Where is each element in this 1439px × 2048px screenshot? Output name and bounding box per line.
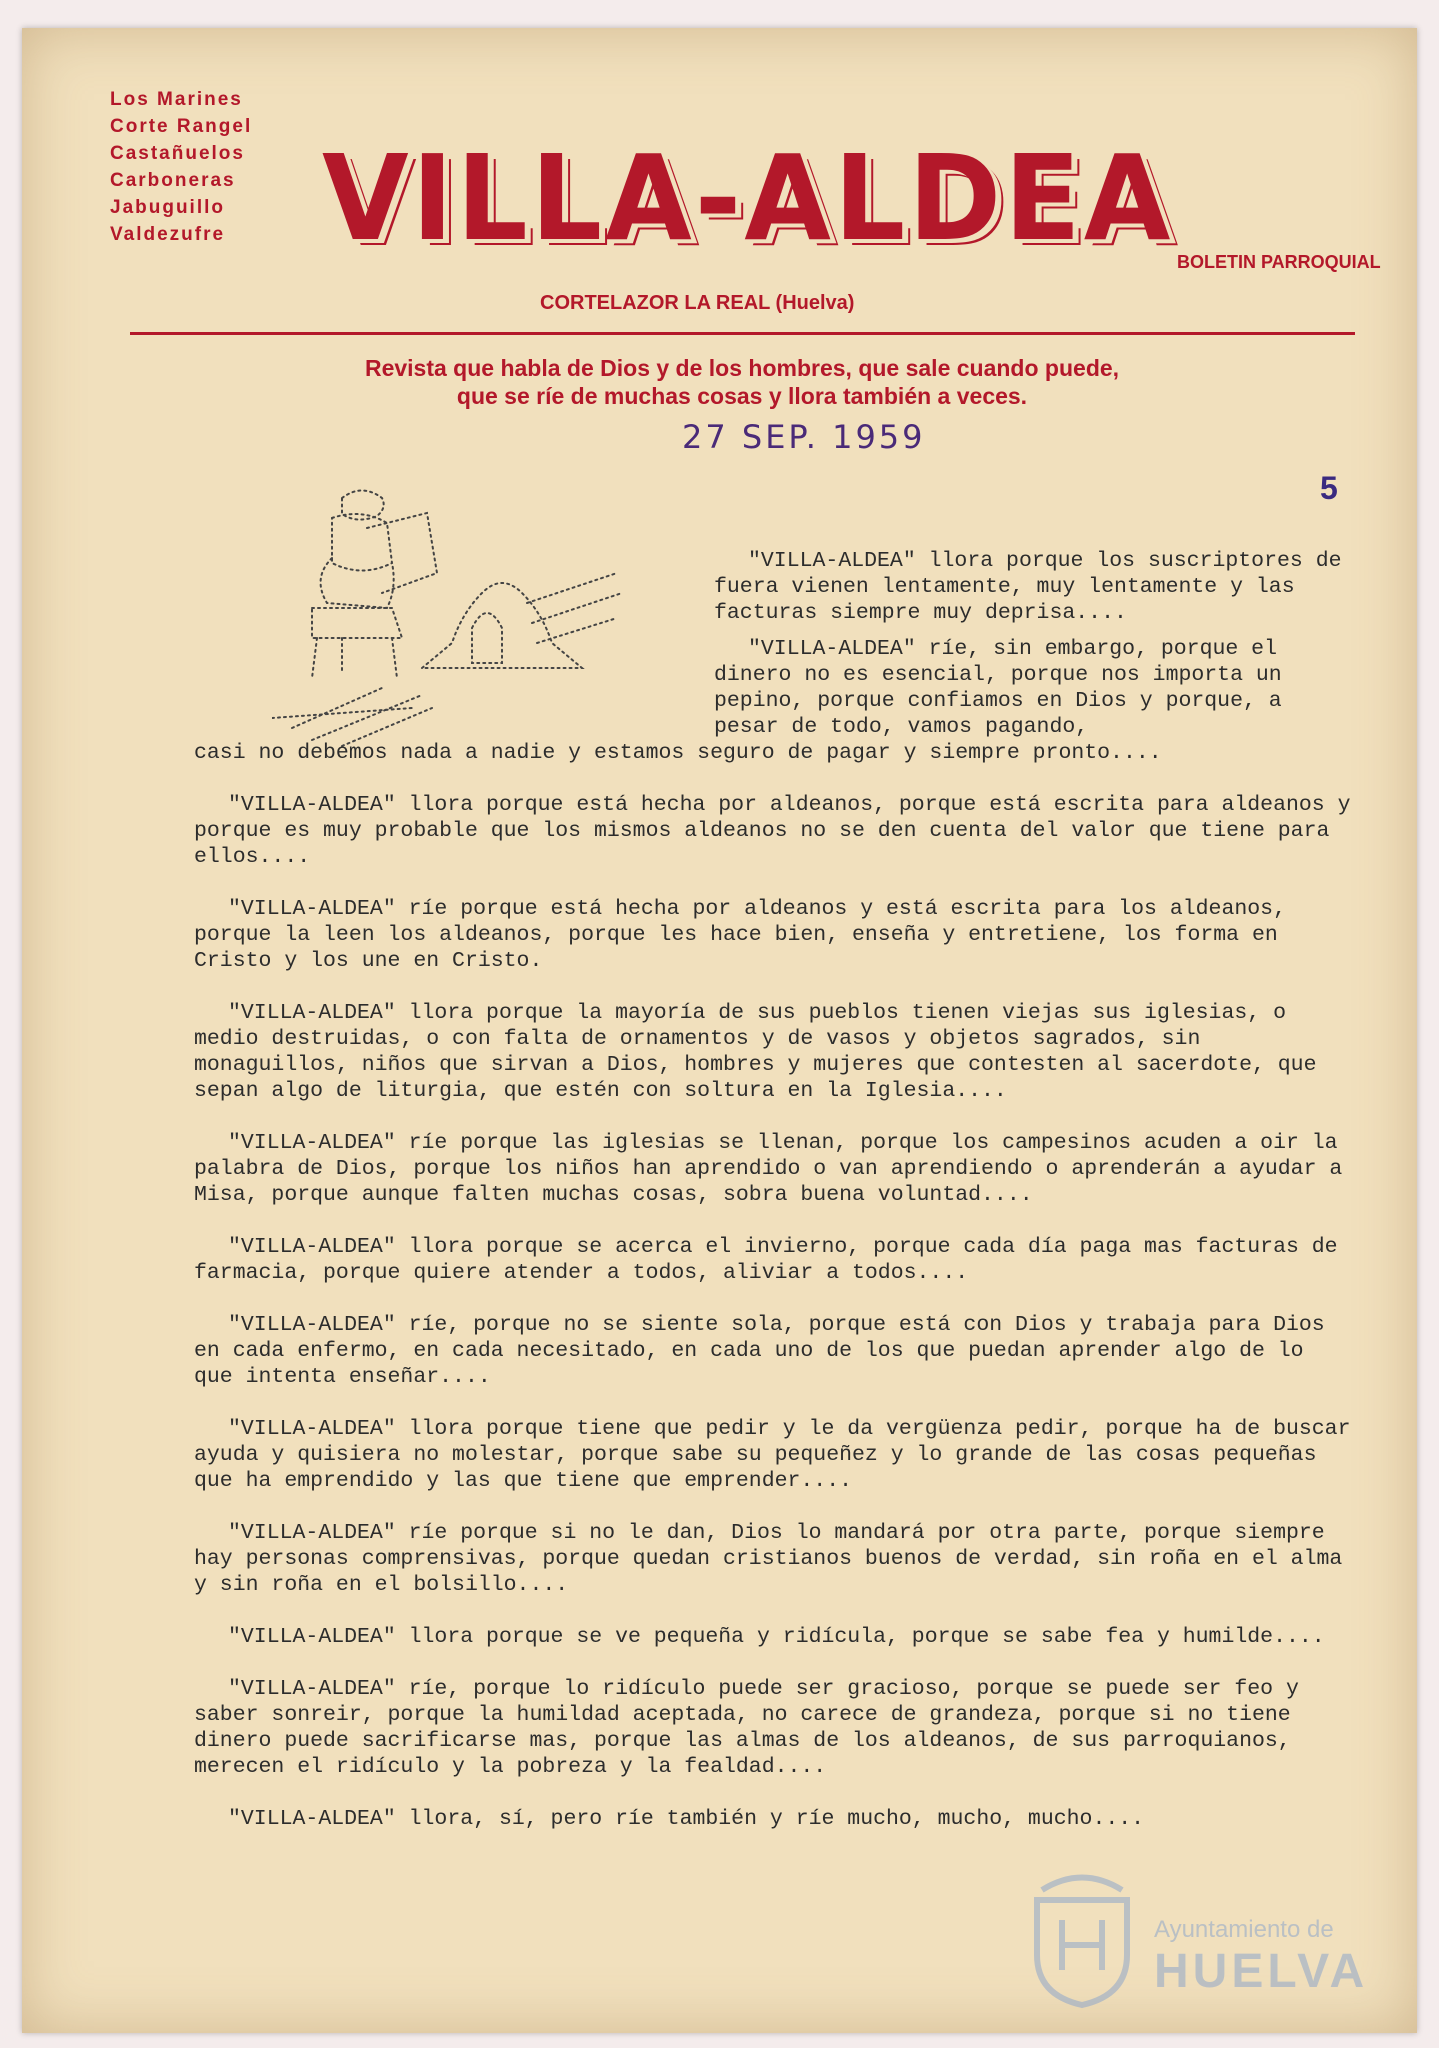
paragraph: "VILLA-ALDEA" ríe porque las iglesias se llenan, porque los campesinos acuden a oir la palabra de Dios, porque los niños han aprendido o van aprendiendo o aprenderán a ayudar a Misa, porque aunque falten muchas cosas, sobra buena voluntad....	[194, 1131, 1343, 1207]
paragraph-continuation: casi no debemos nada a nadie y estamos seguro de pagar y siempre pronto....	[194, 741, 1162, 765]
paragraph: "VILLA-ALDEA" ríe, sin embargo, porque el dinero no es esencial, porque nos importa un pepino, porque confiamos en Dios y porque, a pesar de todo, vamos pagando,	[714, 637, 1282, 739]
tagline	[132, 354, 1352, 410]
paragraph: "VILLA-ALDEA" ríe, porque no se siente sola, porque está con Dios y trabaja para Dios en cada enfermo, en cada necesitado, en cada uno de los que puedan aprender algo de lo que intenta enseñar....	[194, 1313, 1325, 1389]
masthead-title: VILLA-ALDEA	[322, 130, 1174, 268]
header-rule	[130, 332, 1355, 335]
paragraph: "VILLA-ALDEA" llora porque tiene que pedir y le da vergüenza pedir, porque ha de buscar ayuda y quisiera no molestar, porque sabe su pequeñez y lo grande de las cosas pequeñas que ha emprendido y las que tiene que emprender....	[194, 1417, 1351, 1493]
paragraph: "VILLA-ALDEA" llora, sí, pero ríe también y ríe mucho, mucho, mucho....	[228, 1807, 1145, 1831]
town-name: Valdezufre	[110, 224, 226, 245]
paragraph: "VILLA-ALDEA" ríe, porque lo ridículo puede ser gracioso, porque se puede ser feo y saber sonreir, porque la humildad aceptada, no carece de grandeza, porque si no tiene dinero puede sacrificarse mas, porque las almas de los aldeanos, de sus parroquianos, merecen el ridículo y la pobreza y la fealdad....	[194, 1677, 1299, 1779]
town-name: Los Marines	[110, 89, 243, 110]
paragraph: "VILLA-ALDEA" llora porque los suscriptores de fuera vienen lentamente, muy lentamente y las facturas siempre muy deprisa....	[714, 549, 1342, 625]
paragraph: "VILLA-ALDEA" llora porque se ve pequeña y ridícula, porque se sabe fea y humilde....	[228, 1625, 1325, 1649]
tagline-line-2: que se ríe de muchas cosas y llora también a veces.	[456, 383, 1028, 409]
paragraph: "VILLA-ALDEA" ríe porque está hecha por aldeanos y está escrita para los aldeanos, porque la leen los aldeanos, porque les hace bien, enseña y entretiene, los forma en Cristo y los une en Cristo.	[194, 897, 1286, 973]
newsletter-page	[22, 28, 1417, 2033]
tagline-line-1: Revista que habla de Dios y de los hombres, que sale cuando puede,	[364, 355, 1120, 381]
paragraph: "VILLA-ALDEA" llora porque está hecha por aldeanos, porque está escrita para aldeanos y porque es muy probable que los mismos aldeanos no se den cuenta del valor que tiene para ellos....	[194, 793, 1351, 869]
place-line: CORTELAZOR LA REAL (Huelva)	[540, 292, 855, 314]
watermark-line-2: HUELVA	[1154, 1945, 1369, 1998]
paragraph: "VILLA-ALDEA" ríe porque si no le dan, Dios lo mandará por otra parte, porque siempre hay personas comprensivas, porque quedan cristianos buenos de verdad, sin roña en el alma y sin roña en el bolsillo....	[194, 1521, 1343, 1597]
date-stamp: 27 SEP. 1959	[682, 418, 926, 456]
archive-watermark	[1022, 1860, 1402, 2010]
town-list	[110, 86, 252, 248]
town-name: Jabuguillo	[110, 197, 225, 218]
town-name: Corte Rangel	[110, 116, 253, 137]
paragraph: "VILLA-ALDEA" llora porque se acerca el invierno, porque cada día paga mas facturas de farmacia, porque quiere atender a todos, aliviar a todos....	[194, 1235, 1338, 1285]
town-name: Castañuelos	[110, 143, 245, 164]
bulletin-label: BOLETIN PARROQUIAL	[1177, 252, 1381, 272]
city-crest-icon	[1022, 1860, 1142, 2010]
watermark-line-1: Ayuntamiento de	[1154, 1916, 1334, 1943]
paragraph: "VILLA-ALDEA" llora porque la mayoría de sus pueblos tienen viejas sus iglesias, o medio destruidas, o con falta de ornamentos y de vasos y objetos sagrados, sin monaguillos, niños que sirvan a Dios, hombres y mujeres que contesten al sacerdote, que sepan algo de liturgia, que estén con soltura en la Iglesia....	[194, 1001, 1317, 1103]
issue-number: 5	[1320, 470, 1338, 506]
town-name: Carboneras	[110, 170, 236, 191]
article-body	[194, 548, 1354, 1858]
